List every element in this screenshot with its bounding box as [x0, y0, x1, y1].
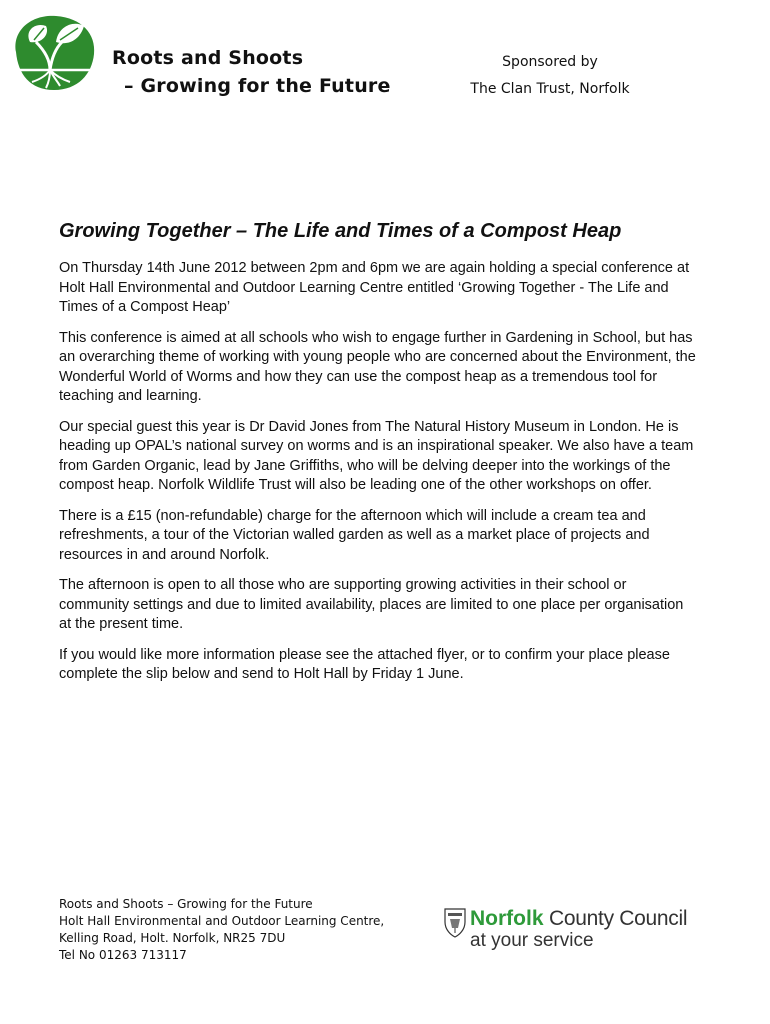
address-line: Holt Hall Environmental and Outdoor Learning Centre, [59, 914, 385, 928]
roots-and-shoots-logo [10, 12, 98, 92]
paragraph: This conference is aimed at all schools who wish to engage further in Gardening in School, but has an overarching theme of working with young people who are concerned about the Environment, the Wonderful World of Worms and how they can use the compost heap as a tremendous tool for teaching and learning. [59, 329, 696, 404]
address-line: Kelling Road, Holt. Norfolk, NR25 7DU [59, 931, 286, 945]
paragraph: The afternoon is open to all those who are supporting growing activities in their school or community settings and due to limited availability, places are limited to one place per organisation at the present time. [59, 577, 684, 632]
sponsor-name: The Clan Trust, Norfolk [470, 81, 630, 97]
paragraph: If you would like more information please see the attached flyer, or to confirm your place please complete the slip below and send to Holt Hall by Friday 1 June. [59, 646, 670, 682]
paragraph: There is a £15 (non-refundable) charge for the afternoon which will include a cream tea and refreshments, a tour of the Victorian walled garden as well as a market place of projects and resources in and around Norfolk. [59, 507, 650, 563]
sponsor-block [440, 49, 660, 103]
body-text [59, 259, 699, 696]
paragraph: On Thursday 14th June 2012 between 2pm and 6pm we are again holding a special conference at Holt Hall Environmental and Outdoor Learning Centre entitled ‘Growing Together - The Life and Times of a Compost Heap’ [59, 260, 690, 315]
sponsor-label: Sponsored by [502, 54, 598, 70]
main-heading: Growing Together – The Life and Times of a Compost Heap [59, 220, 622, 242]
council-tagline: at your service [470, 930, 594, 951]
norfolk-county-council-logo [444, 906, 704, 954]
header-subtitle: – Growing for the Future [124, 75, 391, 97]
address-line: Tel No 01263 713117 [59, 948, 187, 962]
council-name-rest: County Council [543, 907, 688, 930]
address-line: Roots and Shoots – Growing for the Future [59, 897, 313, 911]
paragraph: Our special guest this year is Dr David Jones from The Natural History Museum in London. He is heading up OPAL’s national survey on worms and is an inspirational speaker. We also have a team from Garden Organic, lead by Jane Griffiths, who will be delving deeper into the workings of the compost heap. Norfolk Wildlife Trust will also be leading one of the other workshops on offer. [59, 418, 694, 493]
header-title: Roots and Shoots [112, 47, 304, 69]
footer-address [59, 896, 384, 964]
sprouting-leaves-icon [10, 12, 98, 92]
council-name-strong: Norfolk [470, 907, 544, 930]
norfolk-crest-icon [444, 908, 466, 938]
header-titles [112, 44, 391, 100]
